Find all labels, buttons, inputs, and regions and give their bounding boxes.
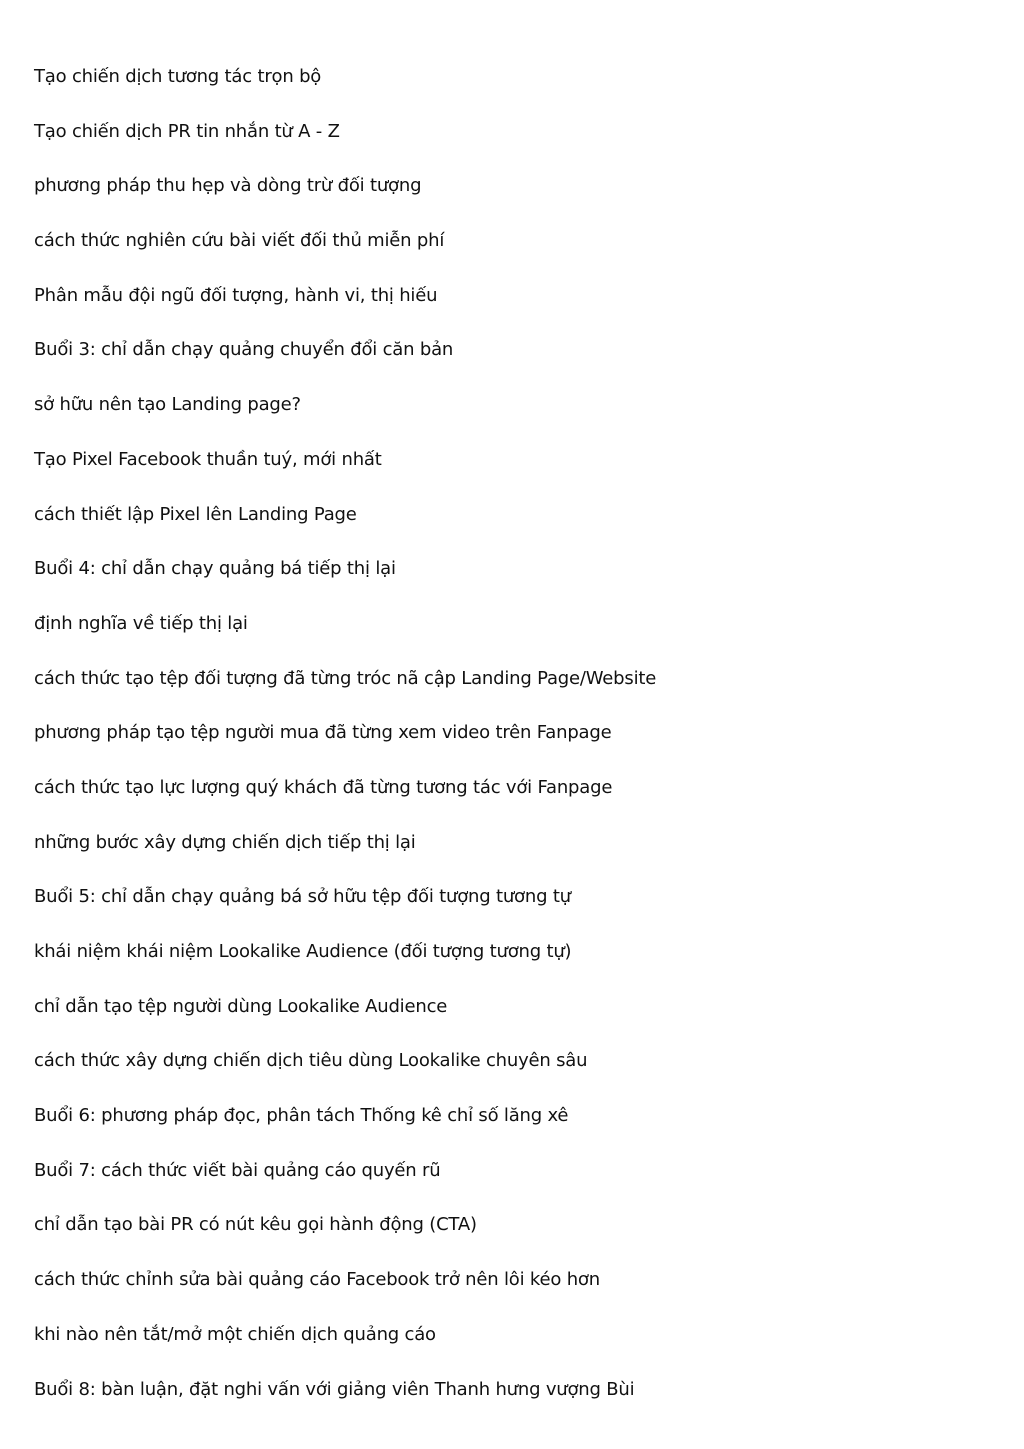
text-line: chỉ dẫn tạo tệp người dùng Lookalike Audience [34,995,448,1017]
text-line: khi nào nên tắt/mở một chiến dịch quảng cáo [34,1323,436,1345]
text-line: cách thức tạo lực lượng quý khách đã từng tương tác với Fanpage [34,776,613,798]
text-line: cách thức chỉnh sửa bài quảng cáo Facebook trở nên lôi kéo hơn [34,1269,600,1291]
text-line: Tạo chiến dịch PR tin nhắn từ A - Z [34,120,340,142]
section-heading-session-5: Buổi 5: chỉ dẫn chạy quảng bá sở hữu tệp đối tượng tương tự [34,886,571,908]
text-line: khái niệm khái niệm Lookalike Audience (đối tượng tương tự) [34,941,572,962]
section-heading-session-3: Buổi 3: chỉ dẫn chạy quảng chuyển đổi căn bản [34,339,454,361]
text-line: Tạo Pixel Facebook thuần tuý, mới nhất [34,448,382,470]
text-line: sở hữu nên tạo Landing page? [34,394,301,416]
section-heading-session-8: Buổi 8: bàn luận, đặt nghi vấn với giảng viên Thanh hưng vượng Bùi [34,1378,635,1400]
section-heading-session-7: Buổi 7: cách thức viết bài quảng cáo quyến rũ [34,1159,441,1181]
section-heading-session-6: Buổi 6: phương pháp đọc, phân tách Thống kê chỉ số lăng xê [34,1105,569,1127]
text-line: Phân mẫu đội ngũ đối tượng, hành vi, thị hiếu [34,284,438,306]
text-line: chỉ dẫn tạo bài PR có nút kêu gọi hành động (CTA) [34,1214,477,1236]
text-line: cách thức tạo tệp đối tượng đã từng tróc nã cập Landing Page/Website [34,667,657,689]
section-heading-session-4: Buổi 4: chỉ dẫn chạy quảng bá tiếp thị lại [34,558,396,580]
document-text [34,63,994,1430]
text-line: định nghĩa về tiếp thị lại [34,612,248,634]
text-line: cách thức xây dựng chiến dịch tiêu dùng Lookalike chuyên sâu [34,1050,588,1072]
text-line: cách thiết lập Pixel lên Landing Page [34,503,357,525]
text-line: Tạo chiến dịch tương tác trọn bộ [34,66,322,87]
text-line: cách thức nghiên cứu bài viết đối thủ miễn phí [34,230,445,252]
text-line: những bước xây dựng chiến dịch tiếp thị lại [34,831,416,853]
text-line: phương pháp thu hẹp và dòng trừ đối tượng [34,175,422,197]
text-line: phương pháp tạo tệp người mua đã từng xem video trên Fanpage [34,722,612,744]
